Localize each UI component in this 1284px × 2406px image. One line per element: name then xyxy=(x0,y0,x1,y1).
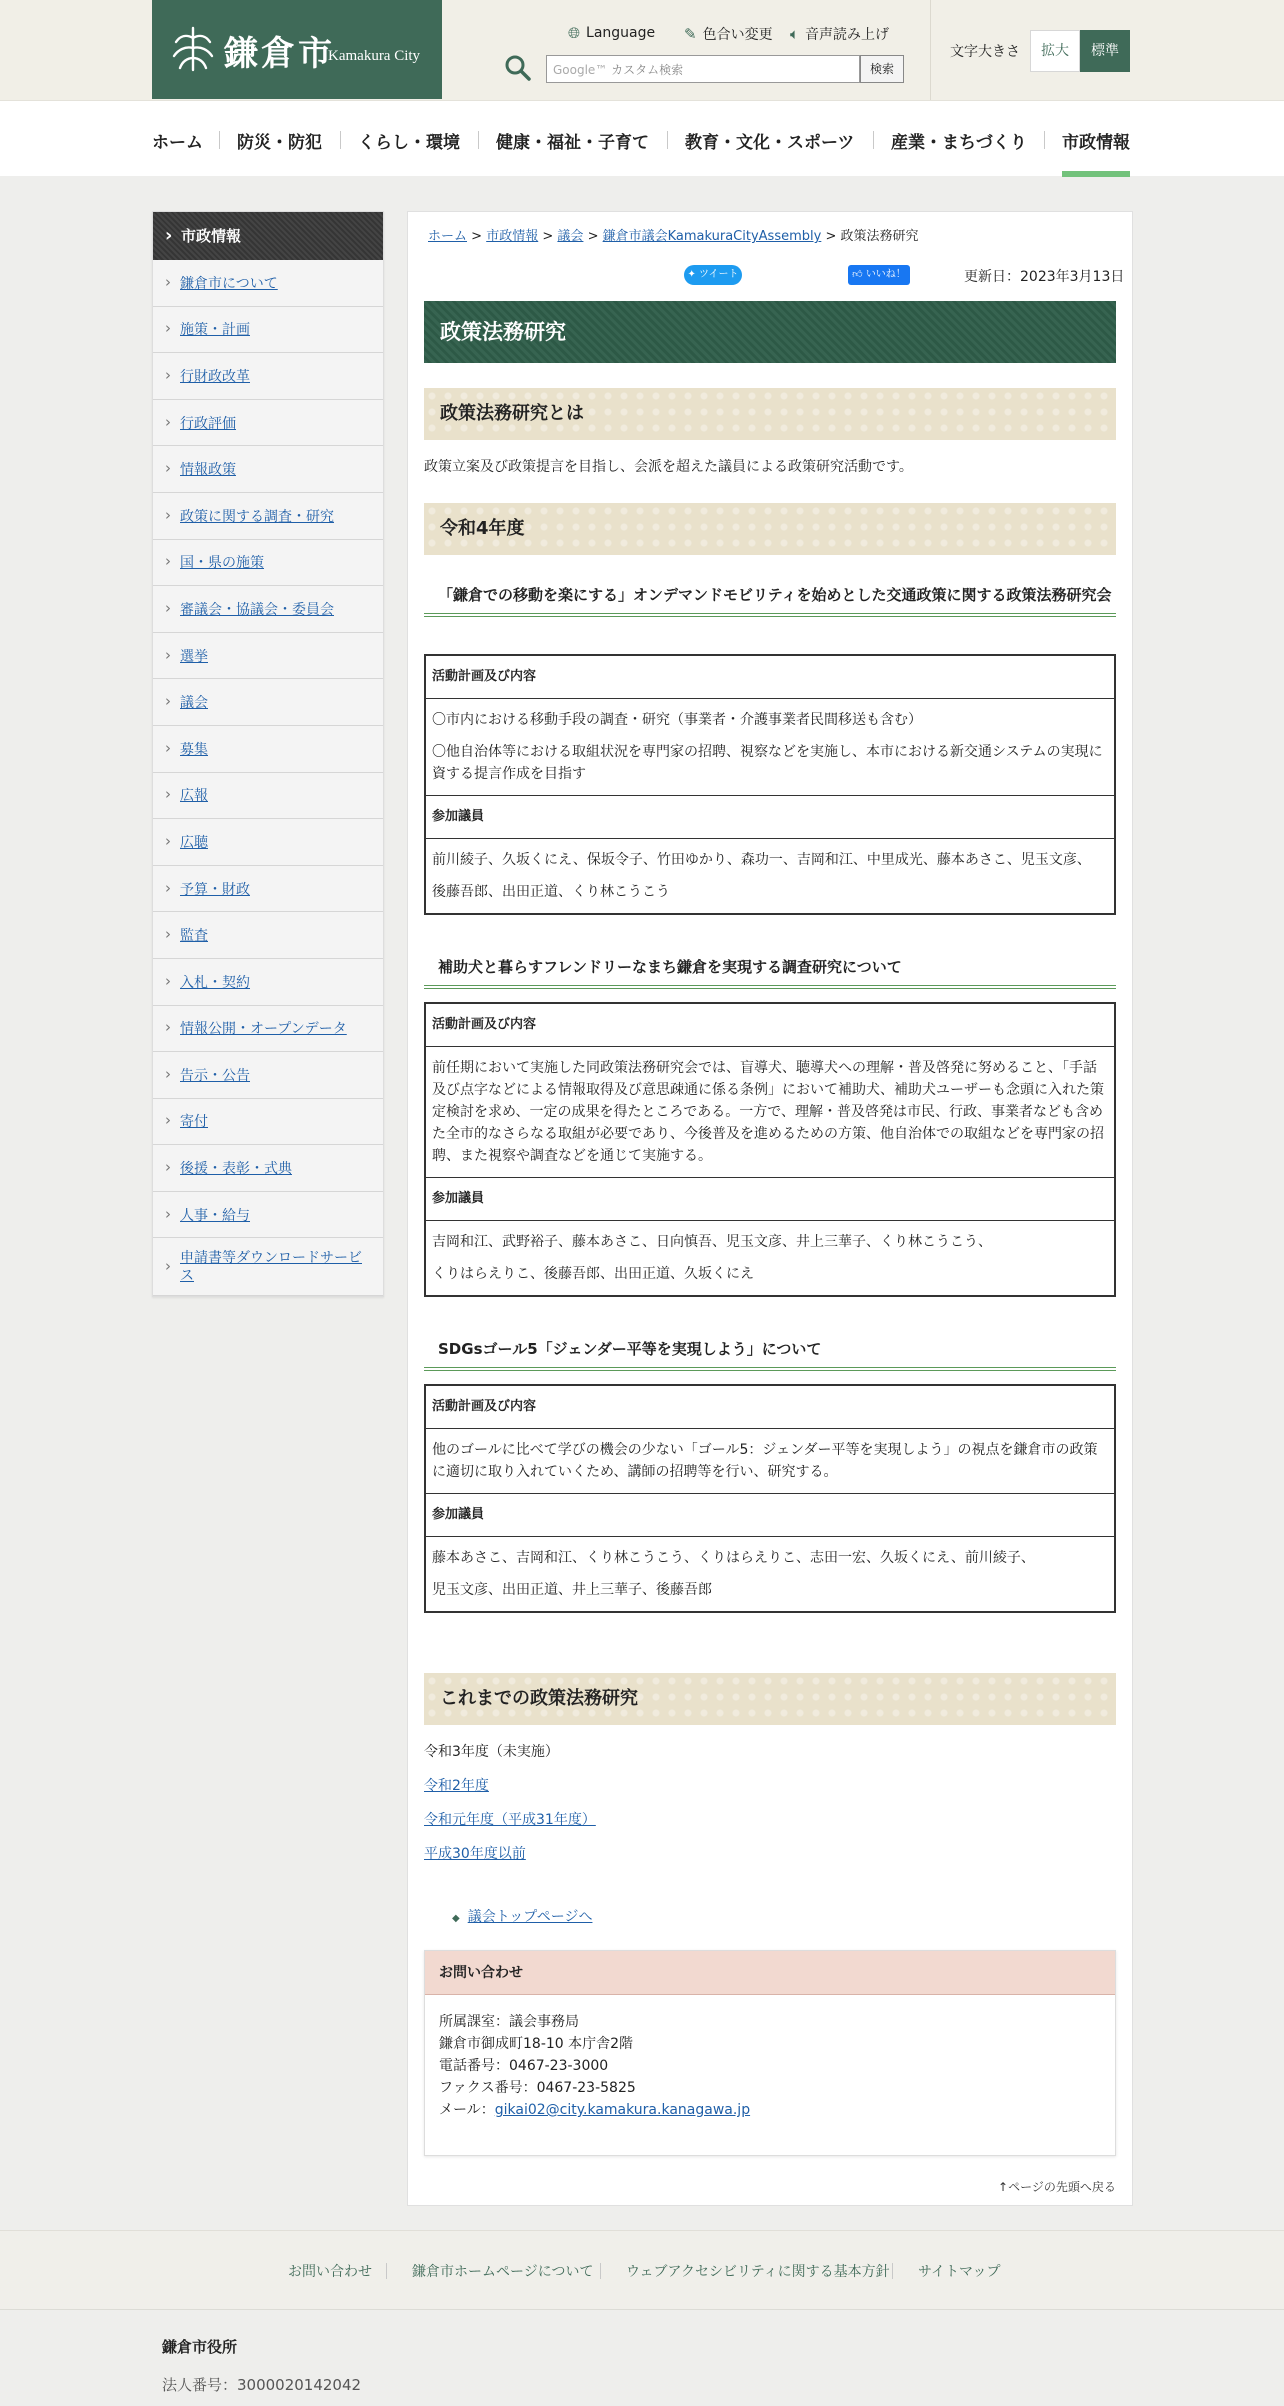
sidebar-item-reform[interactable] xyxy=(153,353,383,400)
diamond-bullet-icon: ◆ xyxy=(452,1913,460,1924)
plan-text: 他のゴールに比べて学びの機会の少ない「ゴール5：ジェンダー平等を実現しよう」の視点を鎌倉市の政策に適切に取り入れていくため、講師の招聘等を行い、研究する。 xyxy=(432,1442,1098,1480)
font-large-button[interactable]: 拡大 xyxy=(1030,30,1080,72)
search-icon xyxy=(504,54,532,82)
history-link[interactable]: 令和2年度 xyxy=(424,1778,489,1794)
sidebar-item-personnel[interactable] xyxy=(153,1192,383,1239)
site-header xyxy=(0,0,1284,100)
sidebar-item-label: › 募集 xyxy=(180,741,208,758)
sidebar-item-downloads[interactable] xyxy=(153,1238,383,1296)
nav-separator xyxy=(873,131,874,149)
facebook-like-button[interactable] xyxy=(848,265,910,300)
plan-text: 〇市内における移動手段の調査・研究（事業者・介護事業者民間移送も含む） xyxy=(432,712,922,728)
assembly-top-link[interactable] xyxy=(452,1906,592,1926)
nav-home[interactable]: ホーム xyxy=(152,133,203,153)
sidebar-item-label: › 議会 xyxy=(180,695,208,712)
contact-box xyxy=(424,1950,1116,2156)
color-change-button[interactable] xyxy=(684,24,773,44)
font-standard-button[interactable]: 標準 xyxy=(1080,30,1130,72)
contact-mail-link[interactable]: gikai02@city.kamakura.kanagawa.jp xyxy=(494,2102,751,2118)
contact-address: 鎌倉市御成町18-10 本庁舎2階 xyxy=(439,2036,634,2052)
sidebar-item-label: › 鎌倉市について xyxy=(180,275,278,292)
nav-separator xyxy=(340,131,341,149)
members-cell xyxy=(426,839,1114,913)
section-about-heading: 政策法務研究とは xyxy=(424,388,1116,440)
logo-roman: Kamakura City xyxy=(328,48,421,64)
footer-separator xyxy=(386,2263,387,2279)
search-input[interactable] xyxy=(546,55,860,83)
footer-link-about-site[interactable]: 鎌倉市ホームページについて xyxy=(412,2264,594,2280)
breadcrumb-assembly[interactable]: 議会 xyxy=(557,229,584,244)
main-content xyxy=(407,211,1133,2206)
study-table xyxy=(424,1384,1116,1613)
section-fy-heading: 令和4年度 xyxy=(424,503,1116,555)
footer-link-contact[interactable]: お問い合わせ xyxy=(288,2264,372,2280)
nav-living[interactable]: くらし・環境 xyxy=(358,133,460,153)
sidebar-item-open-data[interactable] xyxy=(153,1006,383,1053)
contact-mail-label: メール： xyxy=(439,2102,495,2118)
sidebar-item-pr[interactable] xyxy=(153,773,383,820)
font-size-label: 文字大きさ xyxy=(950,44,1020,60)
nav-disaster[interactable]: 防災・防犯 xyxy=(237,133,322,153)
color-change-label: 色合い変更 xyxy=(702,27,773,43)
members-text: くりはらえりこ、後藤吾郎、出田正道、久坂くにえ xyxy=(432,1266,754,1282)
study-title: 補助犬と暮らすフレンドリーなまち鎌倉を実現する調査研究について xyxy=(424,955,1116,989)
members-text: 児玉文彦、出田正道、井上三華子、後藤吾郎 xyxy=(432,1582,712,1598)
about-text: 政策立案及び政策提言を目指し、会派を超えた議員による政策研究活動です。 xyxy=(424,459,913,475)
sidebar-item-audit[interactable] xyxy=(153,912,383,959)
members-cell xyxy=(426,1221,1114,1295)
plan-text: 〇他自治体等における取組状況を専門家の招聘、視察などを実施し、本市における新交通システムの実現に資する提言作成を目指す xyxy=(432,744,1103,782)
globe-icon: 🌐︎ xyxy=(568,24,581,42)
twitter-bird-icon: ✦ xyxy=(687,269,700,280)
plan-cell xyxy=(426,1429,1114,1494)
sidebar-item-label: › 情報政策 xyxy=(180,462,236,479)
assembly-top-label: 議会トップページへ xyxy=(467,1909,593,1925)
footer-separator xyxy=(600,2263,601,2279)
nav-separator xyxy=(219,131,220,149)
sidebar-item-councils[interactable] xyxy=(153,586,383,633)
footer-separator xyxy=(892,2263,893,2279)
logo-kanji: 鎌倉市 xyxy=(224,34,335,74)
tweet-label: ツイート xyxy=(699,269,739,280)
footer-org-name: 鎌倉市役所 xyxy=(162,2338,238,2356)
study-table xyxy=(424,1002,1116,1297)
breadcrumb-city-info[interactable]: 市政情報 xyxy=(486,229,539,244)
sidebar xyxy=(152,211,384,1297)
breadcrumb-sep: > xyxy=(471,229,483,244)
history-link[interactable]: 令和元年度（平成31年度） xyxy=(424,1812,596,1828)
sidebar-item-label: › 予算・財政 xyxy=(180,881,250,898)
sidebar-item-assembly[interactable] xyxy=(153,679,383,726)
plan-cell xyxy=(426,699,1114,796)
members-text: 前川綾子、久坂くにえ、保坂令子、竹田ゆかり、森功一、吉岡和江、中里成光、藤本あさこ、児玉文彦、 xyxy=(432,852,1091,868)
sidebar-item-label: › 施策・計画 xyxy=(180,322,250,339)
study-title: SDGsゴール5「ジェンダー平等を実現しよう」について xyxy=(424,1337,1116,1371)
members-header: 参加議員 xyxy=(426,796,1114,839)
arrow-up-icon: ↑ xyxy=(998,2180,1009,2194)
sidebar-item-bidding[interactable] xyxy=(153,959,383,1006)
bamboo-crest-icon xyxy=(168,24,218,74)
thumbs-up-icon: 👍︎ xyxy=(852,269,866,280)
sidebar-item-label: › 政策に関する調査・研究 xyxy=(180,508,334,525)
sidebar-item-label: › 国・県の施策 xyxy=(180,555,264,572)
study-title: 「鎌倉での移動を楽にする」オンデマンドモビリティを始めとした交通政策に関する政策法務研究会 xyxy=(424,583,1116,617)
nav-separator xyxy=(1044,131,1045,149)
updated-date: 更新日：2023年3月13日 xyxy=(964,269,1125,285)
sidebar-item-recruit[interactable] xyxy=(153,726,383,773)
members-header: 参加議員 xyxy=(426,1494,1114,1537)
sidebar-item-label: › 行政評価 xyxy=(180,415,236,432)
like-label: いいね！ 0 xyxy=(865,269,906,300)
plan-text: 前任期において実施した同政策法務研究会では、盲導犬、聴導犬への理解・普及啓発に努めること、「手話及び点字などによる情報取得及び意思疎通に係る条例」において補助犬、補助犬ユーザーも念頭に入れた策定検討を求め、一定の成果を得たところである。一方で、理解・普及啓発は市民、行政、事業者なども含めた全市的なさらなる取組が必要であり、今後普及を進めるための方策、他自治体での取組などを専門家の招聘、また視察や調査などを通じて実施する。 xyxy=(432,1060,1104,1164)
read-aloud-button[interactable] xyxy=(790,24,889,44)
sidebar-item-label: › 寄付 xyxy=(180,1114,208,1131)
sidebar-item-policy[interactable] xyxy=(153,307,383,354)
sidebar-item-label: › 行財政改革 xyxy=(180,368,250,385)
breadcrumb-sep: > xyxy=(542,229,554,244)
contact-tel: 電話番号：0467-23-3000 xyxy=(439,2058,609,2074)
speaker-icon: 🔈︎ xyxy=(790,25,800,43)
members-text: 後藤吾郎、出田正道、くり林こうこう xyxy=(432,884,670,900)
global-nav xyxy=(0,100,1284,176)
sidebar-item-election[interactable] xyxy=(153,633,383,680)
footer-link-sitemap[interactable]: サイトマップ xyxy=(918,2264,1001,2280)
sidebar-item-info-policy[interactable] xyxy=(153,446,383,493)
sidebar-item-label: › 選挙 xyxy=(180,648,208,665)
sidebar-item-donation[interactable] xyxy=(153,1099,383,1146)
paint-brush-icon: ✎ xyxy=(684,25,697,43)
sidebar-item-label: › 監査 xyxy=(180,928,208,945)
footer-links xyxy=(0,2230,1284,2310)
language-button[interactable] xyxy=(568,24,655,42)
sidebar-item-awards[interactable] xyxy=(153,1145,383,1192)
contact-body xyxy=(425,1995,1115,2137)
nav-health[interactable]: 健康・福祉・子育て xyxy=(496,133,649,153)
plan-header: 活動計画及び内容 xyxy=(426,1004,1114,1047)
tweet-button[interactable] xyxy=(684,265,742,285)
footer-corp-number: 法人番号：3000020142042 xyxy=(162,2376,362,2394)
sidebar-heading: › 市政情報 xyxy=(153,212,383,260)
members-cell xyxy=(426,1537,1114,1611)
breadcrumb-current: 政策法務研究 xyxy=(840,229,919,244)
members-text: 藤本あさこ、吉岡和江、くり林こうこう、くりはらえりこ、志田一宏、久坂くにえ、前川綾子、 xyxy=(432,1550,1035,1566)
page-top-link[interactable] xyxy=(998,2178,1116,2195)
nav-city-info[interactable]: 市政情報 xyxy=(1062,133,1130,153)
sidebar-item-label: › 人事・給与 xyxy=(180,1207,250,1224)
nav-active-indicator xyxy=(1062,171,1130,177)
breadcrumb-home[interactable]: ホーム xyxy=(428,229,468,244)
breadcrumb-sep: > xyxy=(587,229,599,244)
section-history-heading: これまでの政策法務研究 xyxy=(424,1673,1116,1725)
contact-fax: ファクス番号：0467-23-5825 xyxy=(439,2080,636,2096)
sidebar-item-national[interactable] xyxy=(153,540,383,587)
sidebar-item-evaluation[interactable] xyxy=(153,400,383,447)
site-logo[interactable] xyxy=(152,0,442,99)
plan-cell xyxy=(426,1047,1114,1178)
contact-heading: お問い合わせ xyxy=(425,1951,1115,1995)
google-mark: Google™ xyxy=(553,63,608,77)
members-header: 参加議員 xyxy=(426,1178,1114,1221)
sidebar-item-label: › 告示・公告 xyxy=(180,1067,250,1084)
breadcrumb-city-assembly[interactable]: 鎌倉市議会KamakuraCityAssembly xyxy=(602,229,822,244)
page-top-label: ページの先頭へ戻る xyxy=(1008,2180,1116,2194)
breadcrumb-sep: > xyxy=(825,229,837,244)
search-placeholder: カスタム検索 xyxy=(611,63,684,77)
sidebar-item-label: › 広報 xyxy=(180,788,208,805)
history-link[interactable]: 平成30年度以前 xyxy=(424,1846,526,1862)
nav-separator xyxy=(667,131,668,149)
sidebar-item-hearing[interactable] xyxy=(153,819,383,866)
sidebar-item-label: › 入札・契約 xyxy=(180,974,250,991)
sidebar-item-notices[interactable] xyxy=(153,1052,383,1099)
history-item: 令和3年度（未実施） xyxy=(424,1744,559,1760)
nav-education[interactable]: 教育・文化・スポーツ xyxy=(685,133,855,153)
breadcrumb xyxy=(428,225,919,244)
page-title: 政策法務研究 xyxy=(424,301,1116,363)
sidebar-item-about[interactable] xyxy=(153,260,383,307)
sidebar-item-label: › 審議会・協議会・委員会 xyxy=(180,601,334,618)
search-button[interactable]: 検索 xyxy=(860,55,904,83)
plan-header: 活動計画及び内容 xyxy=(426,656,1114,699)
sidebar-item-label: › 情報公開・オープンデータ xyxy=(180,1021,347,1038)
nav-separator xyxy=(478,131,479,149)
nav-industry[interactable]: 産業・まちづくり xyxy=(891,133,1027,153)
sidebar-item-label: › 申請書等ダウンロードサービス xyxy=(180,1249,362,1284)
plan-header: 活動計画及び内容 xyxy=(426,1386,1114,1429)
study-table xyxy=(424,654,1116,915)
sidebar-item-label: › 後援・表彰・式典 xyxy=(180,1161,292,1178)
footer-link-accessibility[interactable]: ウェブアクセシビリティに関する基本方針 xyxy=(626,2264,890,2280)
sidebar-item-label: › 広聴 xyxy=(180,834,208,851)
sidebar-item-budget[interactable] xyxy=(153,866,383,913)
sidebar-item-research[interactable] xyxy=(153,493,383,540)
header-divider xyxy=(930,0,931,100)
read-aloud-label: 音声読み上げ xyxy=(805,27,890,43)
contact-dept: 所属課室：議会事務局 xyxy=(439,2014,579,2030)
language-label: Language xyxy=(586,25,656,41)
contact-mail-row xyxy=(439,2099,1101,2121)
members-text: 吉岡和江、武野裕子、藤本あさこ、日向慎吾、児玉文彦、井上三華子、くり林こうこう、 xyxy=(432,1234,992,1250)
